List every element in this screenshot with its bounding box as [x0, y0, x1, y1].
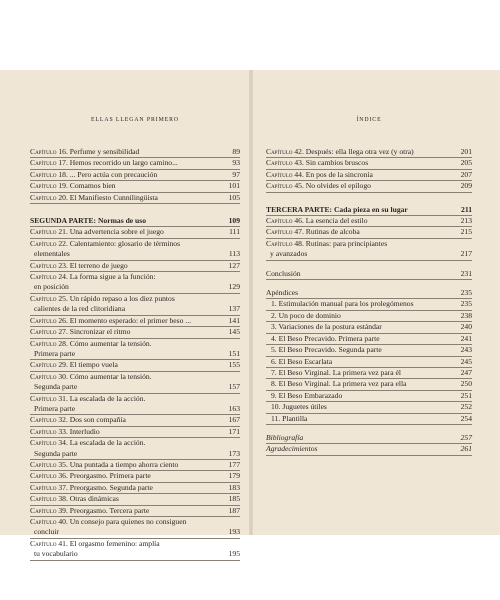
toc-entry	[30, 147, 240, 158]
appendix-entry	[266, 379, 472, 390]
appendix-entry-title: 6. El Beso Escarlata	[271, 356, 333, 366]
toc-entry	[30, 372, 240, 394]
appendix-entry-title: 8. El Beso Virginal. La primera vez para ella	[271, 379, 407, 389]
toc-entry-text	[30, 494, 220, 504]
chapter-title: Rutinas de alcoba	[305, 227, 360, 237]
chapter-label: Capítulo 38.	[30, 494, 68, 504]
toc-entry	[30, 339, 240, 361]
chapter-title: ... Pero actúa con precaución	[69, 169, 158, 179]
running-head-right: ÍNDICE	[356, 117, 382, 123]
page-number: 240	[460, 322, 472, 332]
page-number: 213	[460, 216, 472, 226]
spacer	[266, 261, 472, 269]
part-heading-title: SEGUNDA PARTE: Normas de uso	[30, 216, 147, 226]
toc-entry	[30, 227, 240, 238]
toc-entry-text	[30, 539, 220, 560]
appendix-entry-text	[266, 379, 452, 389]
toc-entry-text	[266, 239, 452, 260]
page-number: 89	[232, 147, 240, 156]
page-number: 137	[228, 304, 240, 314]
toc-entry-text	[30, 147, 220, 157]
toc-entry-text	[30, 360, 220, 370]
chapter-label: Capítulo 42.	[266, 147, 304, 156]
page-number: 111	[229, 227, 240, 237]
page-number: 177	[228, 459, 240, 469]
part-heading-text	[30, 216, 220, 226]
page-number: 250	[460, 379, 472, 389]
page-number: 183	[228, 482, 240, 492]
page-number: 247	[460, 367, 472, 377]
chapter-title: Una puntada a tiempo ahorra ciento	[69, 459, 179, 469]
toc-entry-text	[30, 438, 220, 459]
chapter-title: Cómo aumentar la tensión.	[69, 338, 152, 348]
appendix-entry-title: 1. Estimulación manual para los prolegómenos	[271, 299, 414, 309]
chapter-label: Capítulo 31.	[30, 393, 68, 403]
page-number: 127	[228, 260, 240, 270]
toc-entry	[30, 316, 240, 327]
chapter-label: Capítulo 44.	[266, 169, 304, 179]
page-number: 261	[460, 444, 472, 454]
chapter-label: Capítulo 35.	[30, 459, 68, 469]
toc-entry	[30, 170, 240, 181]
appendix-entry-title: 3. Variaciones de la postura estándar	[271, 322, 382, 332]
acknowledgements-entry-text	[266, 444, 452, 454]
page-number: 257	[460, 432, 472, 442]
toc-entry	[266, 147, 472, 158]
toc-entry	[30, 460, 240, 471]
chapter-label: Capítulo 36.	[30, 471, 68, 481]
page-number: 235	[460, 288, 472, 298]
part-heading-title: TERCERA PARTE: Cada pieza en su lugar	[266, 204, 408, 214]
page-number: 171	[228, 426, 240, 436]
toc-entry-text	[30, 483, 220, 493]
toc-entry-text	[30, 339, 220, 360]
appendix-entry	[266, 402, 472, 413]
chapter-title: Comamos bien	[69, 181, 116, 191]
chapter-label: Capítulo 21.	[30, 227, 68, 237]
appendix-entry-text	[266, 414, 452, 424]
page-number: 113	[228, 249, 240, 259]
toc-entry	[30, 360, 240, 371]
page-number: 251	[460, 390, 472, 400]
chapter-label: Capítulo 45.	[266, 181, 304, 191]
page-number: 207	[460, 169, 472, 179]
toc-entry	[266, 227, 472, 238]
toc-entry-text	[30, 471, 220, 481]
book-gutter	[249, 70, 253, 535]
bibliography-entry-text	[266, 433, 452, 443]
toc-entry	[30, 261, 240, 272]
toc-entry	[30, 327, 240, 338]
page-number: 105	[228, 192, 240, 202]
page-number: 241	[460, 333, 472, 343]
chapter-title: Perfume y sensibilidad	[69, 147, 140, 156]
chapter-label: Capítulo 18.	[30, 169, 68, 179]
chapter-title: No olvides el epílogo	[305, 181, 371, 191]
toc-entry	[30, 506, 240, 517]
page-number: 109	[228, 216, 240, 226]
toc-entry-text	[30, 261, 220, 271]
toc-entry	[266, 181, 472, 192]
page-number: 238	[460, 310, 472, 320]
page-number: 211	[461, 204, 472, 214]
toc-entry-text	[30, 272, 220, 293]
appendix-entry-title: 4. El Beso Precavido. Primera parte	[271, 333, 380, 343]
chapter-label: Capítulo 22.	[30, 238, 68, 248]
chapter-title: La escalada de la acción.	[69, 438, 146, 448]
chapter-title-continued: Segunda parte	[34, 448, 78, 458]
chapter-label: Capítulo 26.	[30, 315, 68, 325]
bibliography-entry	[266, 433, 472, 444]
toc-entry-text	[266, 158, 452, 168]
toc-entry-text	[266, 170, 452, 180]
acknowledgements-entry	[266, 444, 472, 455]
chapter-label: Capítulo 48.	[266, 238, 304, 248]
toc-entry	[266, 158, 472, 169]
toc-entry-text	[30, 517, 220, 538]
chapter-title-continued: en posición	[34, 282, 69, 292]
chapter-title: El orgasmo femenino: amplía	[69, 538, 160, 548]
conclusion-entry-title: Conclusión	[266, 268, 301, 278]
chapter-title: En pos de la sincronía	[305, 169, 373, 179]
page-number: 217	[460, 249, 472, 259]
page-number: 157	[228, 382, 240, 392]
appendix-entry-text	[266, 334, 452, 344]
toc-entry	[30, 181, 240, 192]
chapter-title-continued: Primera parte	[34, 403, 76, 413]
toc-entry-text	[30, 294, 220, 315]
chapter-label: Capítulo 39.	[30, 505, 68, 515]
toc-entry	[30, 471, 240, 482]
chapter-title-continued: calientes de la red clitoridiana	[34, 304, 126, 314]
toc-entry-text	[30, 158, 220, 168]
toc-entry	[30, 158, 240, 169]
part-heading	[30, 216, 240, 227]
toc-entry	[30, 272, 240, 294]
toc-left	[30, 147, 240, 561]
toc-entry	[30, 438, 240, 460]
spacer	[266, 425, 472, 433]
chapter-title: Después: ella llega otra vez (y otra)	[305, 147, 414, 156]
chapter-title: Rutinas: para principiantes	[305, 238, 388, 248]
page-number: 254	[460, 413, 472, 423]
page-number: 245	[460, 356, 472, 366]
part-heading-text	[266, 205, 452, 215]
chapter-title: Preorgasmo. Tercera parte	[69, 505, 150, 515]
appendix-entry	[266, 357, 472, 368]
page-number: 97	[232, 169, 240, 179]
chapter-label: Capítulo 37.	[30, 482, 68, 492]
page-number: 185	[228, 494, 240, 504]
toc-entry-text	[30, 327, 220, 337]
chapter-title: Preorgasmo. Segunda parte	[69, 482, 153, 492]
bibliography-entry-title: Bibliografía	[266, 432, 304, 442]
page-number: 179	[228, 471, 240, 481]
chapter-label: Capítulo 33.	[30, 426, 68, 436]
chapter-title: La escalada de la acción.	[69, 393, 146, 403]
chapter-label: Capítulo 41.	[30, 538, 68, 548]
appendix-entry-text	[266, 391, 452, 401]
chapter-title-continued: Segunda parte	[34, 382, 78, 392]
chapter-title: El Manifiesto Cunnilingüista	[69, 192, 158, 202]
appendix-entry-text	[266, 402, 452, 412]
toc-entry-text	[30, 427, 220, 437]
toc-entry-text	[30, 193, 220, 203]
toc-entry-text	[30, 170, 220, 180]
page-number: 215	[460, 227, 472, 237]
toc-entry	[30, 239, 240, 261]
chapter-label: Capítulo 27.	[30, 327, 68, 337]
acknowledgements-entry-title: Agradecimientos	[266, 444, 318, 454]
toc-entry	[30, 517, 240, 539]
chapter-label: Capítulo 20.	[30, 192, 68, 202]
page-number: 187	[228, 505, 240, 515]
toc-entry-text	[266, 147, 452, 157]
toc-entry-text	[266, 181, 452, 191]
toc-right	[266, 147, 472, 456]
page-number: 155	[228, 360, 240, 370]
appendix-entry-title: 10. Juguetes útiles	[271, 402, 327, 412]
toc-entry-text	[266, 227, 452, 237]
spacer	[266, 193, 472, 201]
chapter-label: Capítulo 19.	[30, 181, 68, 191]
appendix-entry-title: 5. El Beso Precavido. Segunda parte	[271, 345, 382, 355]
toc-entry-text	[30, 394, 220, 415]
chapter-label: Capítulo 30.	[30, 371, 68, 381]
running-head-left: ELLAS LLEGAN PRIMERO	[91, 117, 179, 123]
toc-entry-text	[30, 316, 220, 326]
toc-entry	[30, 427, 240, 438]
chapter-title-continued: elementales	[34, 249, 70, 259]
appendix-entry	[266, 322, 472, 333]
chapter-label: Capítulo 29.	[30, 360, 68, 370]
appendix-entry	[266, 311, 472, 322]
appendix-entry-title: 9. El Beso Embarazado	[271, 390, 343, 400]
appendices-entry	[266, 288, 472, 299]
appendix-entry	[266, 345, 472, 356]
page-number: 93	[232, 158, 240, 168]
toc-entry-text	[30, 506, 220, 516]
page-number: 173	[228, 448, 240, 458]
chapter-title: Preorgasmo. Primera parte	[69, 471, 151, 481]
chapter-label: Capítulo 40.	[30, 517, 68, 526]
toc-entry-text	[30, 415, 220, 425]
page-number: 201	[460, 147, 472, 156]
chapter-label: Capítulo 46.	[266, 216, 304, 226]
appendices-entry-text	[266, 288, 452, 298]
chapter-title: Un rápido repaso a los diez puntos	[69, 293, 175, 303]
chapter-title: La forma sigue a la función:	[69, 272, 156, 282]
page-number: 195	[228, 549, 240, 559]
toc-entry	[30, 483, 240, 494]
toc-entry	[30, 394, 240, 416]
appendices-entry-title: Apéndices	[266, 288, 299, 298]
toc-entry	[266, 239, 472, 261]
appendix-entry-text	[266, 357, 452, 367]
toc-entry	[30, 193, 240, 204]
toc-entry	[30, 494, 240, 505]
chapter-label: Capítulo 47.	[266, 227, 304, 237]
appendix-entry-title: 11. Plantilla	[271, 413, 308, 423]
appendix-entry-text	[266, 368, 452, 378]
chapter-title: Sincronizar el ritmo	[69, 327, 131, 337]
chapter-title: El tiempo vuela	[69, 360, 118, 370]
chapter-title: Hemos recorrido un largo camino...	[69, 158, 178, 168]
chapter-label: Capítulo 43.	[266, 158, 304, 168]
chapter-title: Otras dinámicas	[69, 494, 119, 504]
appendix-entry-title: 2. Un poco de dominio	[271, 310, 341, 320]
page-number: 205	[460, 158, 472, 168]
appendix-entry-text	[266, 322, 452, 332]
chapter-title: El terreno de juego	[69, 260, 128, 270]
toc-entry-text	[30, 460, 220, 470]
page-number: 151	[228, 348, 240, 358]
spacer	[266, 280, 472, 288]
toc-entry-text	[266, 216, 452, 226]
chapter-title: Una advertencia sobre el juego	[69, 227, 164, 237]
chapter-title-continued: y avanzados	[270, 249, 308, 259]
chapter-label: Capítulo 24.	[30, 272, 68, 282]
chapter-title: Interludio	[69, 426, 100, 436]
page-number: 129	[228, 282, 240, 292]
page-number: 163	[228, 403, 240, 413]
page-number: 145	[228, 327, 240, 337]
toc-entry	[30, 539, 240, 561]
chapter-title: Calentamiento: glosario de términos	[69, 238, 181, 248]
toc-entry	[266, 216, 472, 227]
appendix-entry-text	[266, 311, 452, 321]
appendix-entry	[266, 299, 472, 310]
appendix-entry	[266, 391, 472, 402]
page-number: 235	[460, 299, 472, 309]
chapter-title: Dos son compañía	[69, 415, 126, 425]
page-number: 252	[460, 402, 472, 412]
appendix-entry-text	[266, 345, 452, 355]
chapter-title-continued: tu vocabulario	[34, 549, 78, 559]
chapter-title: El momento esperado: el primer beso ...	[69, 315, 192, 325]
page-number: 167	[228, 415, 240, 425]
chapter-label: Capítulo 16.	[30, 147, 68, 156]
toc-entry-text	[30, 372, 220, 393]
page-number: 209	[460, 181, 472, 191]
appendix-entry-text	[266, 299, 452, 309]
chapter-title: Cómo aumentar la tensión.	[69, 371, 152, 381]
toc-entry-text	[30, 227, 220, 237]
page-number: 243	[460, 345, 472, 355]
chapter-label: Capítulo 23.	[30, 260, 68, 270]
spacer	[30, 204, 240, 212]
chapter-label: Capítulo 32.	[30, 415, 68, 425]
chapter-title: Un consejo para quienes no consiguen	[69, 517, 187, 526]
toc-entry	[30, 294, 240, 316]
chapter-title-continued: Primera parte	[34, 348, 76, 358]
part-heading	[266, 205, 472, 216]
page-number: 101	[228, 181, 240, 191]
page-number: 141	[228, 315, 240, 325]
chapter-title: La esencia del estilo	[305, 216, 368, 226]
toc-entry-text	[30, 181, 220, 191]
conclusion-entry-text	[266, 269, 452, 279]
page-number: 231	[460, 268, 472, 278]
chapter-title-continued: concluir	[34, 527, 59, 537]
page-number: 193	[228, 527, 240, 537]
toc-entry-text	[30, 239, 220, 260]
chapter-title: Sin cambios bruscos	[305, 158, 369, 168]
chapter-label: Capítulo 25.	[30, 293, 68, 303]
appendix-entry	[266, 334, 472, 345]
chapter-label: Capítulo 17.	[30, 158, 68, 168]
appendix-entry	[266, 368, 472, 379]
toc-entry	[30, 415, 240, 426]
appendix-entry-title: 7. El Beso Virginal. La primera vez para él	[271, 367, 401, 377]
conclusion-entry	[266, 269, 472, 280]
toc-entry	[266, 170, 472, 181]
chapter-label: Capítulo 28.	[30, 338, 68, 348]
chapter-label: Capítulo 34.	[30, 438, 68, 448]
appendix-entry	[266, 414, 472, 425]
